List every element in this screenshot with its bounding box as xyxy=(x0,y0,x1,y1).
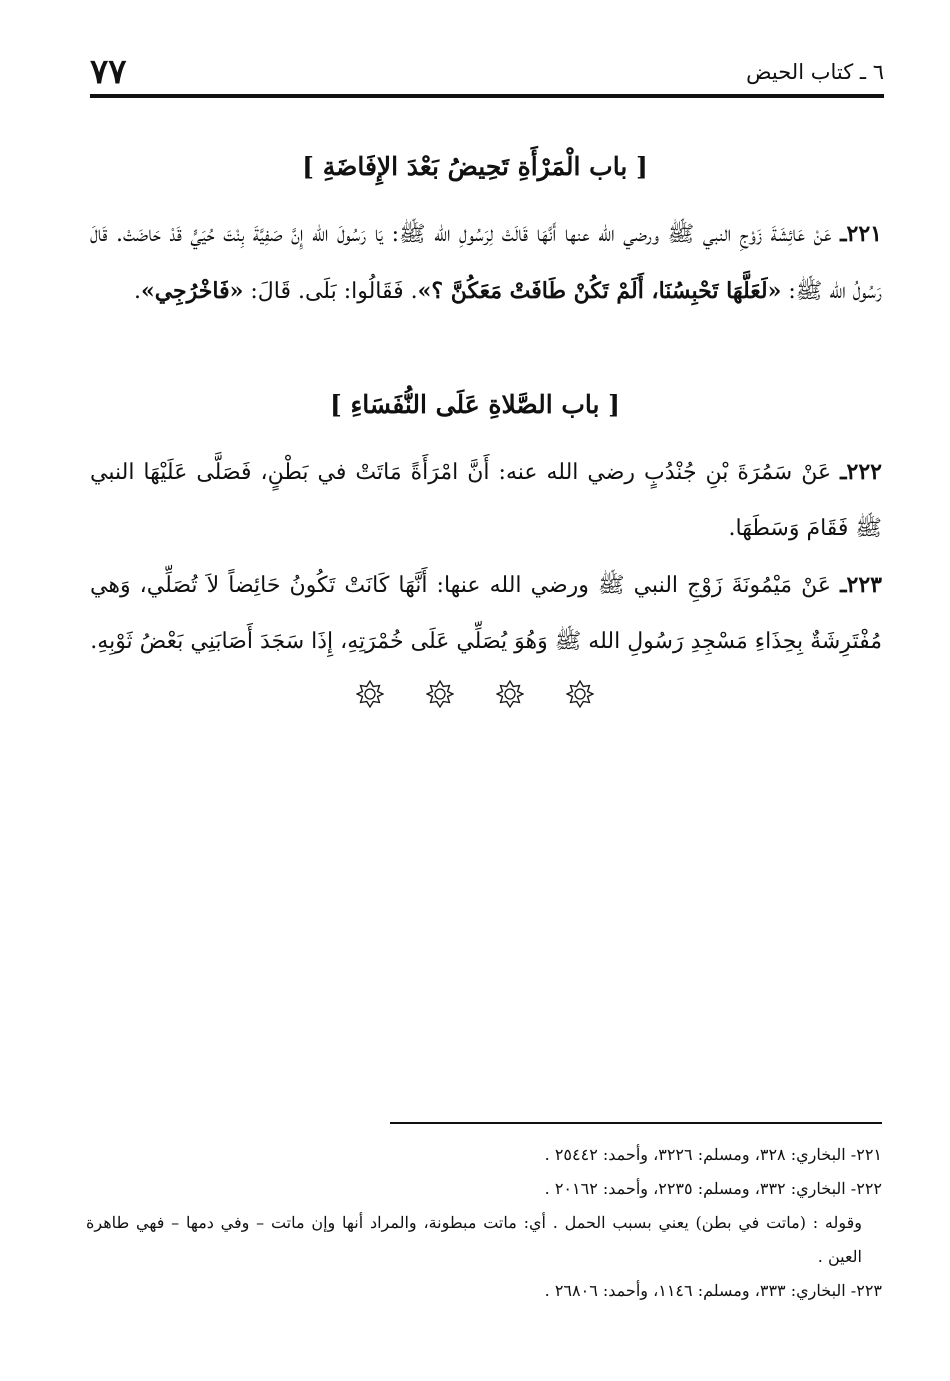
section-body-2 xyxy=(90,444,882,670)
page-header xyxy=(90,52,884,94)
hadith-222 xyxy=(90,444,882,557)
page-number: ٧٧ xyxy=(90,52,127,92)
star-flower-icon xyxy=(356,680,384,708)
star-flower-icon xyxy=(566,680,594,708)
hadith-quote-2: «فَاخْرُجِي» xyxy=(140,278,244,304)
section-ornament xyxy=(0,680,950,708)
footnote-222: ٢٢٢- البخاري: ٣٣٢، ومسلم: ٢٢٣٥، وأحمد: ٢٠١٦٢ . xyxy=(544,1179,882,1198)
section-title-2: [ باب الصَّلاةِ عَلَى النُّفَسَاءِ ] xyxy=(329,390,620,419)
hadith-text-continued: . فَقَالُوا: بَلَى. قَالَ: xyxy=(243,279,418,304)
footnote-222-comment: وقوله : (ماتت في بطن) يعني بسبب الحمل . أي: ماتت مبطونة، والمراد أنها وإن ماتت – وفي دمها – فهي طاهرة العين . xyxy=(86,1213,862,1266)
hadith-223 xyxy=(90,557,882,670)
star-flower-icon xyxy=(426,680,454,708)
footnote-221: ٢٢١- البخاري: ٣٢٨، ومسلم: ٣٢٢٦، وأحمد: ٢٥٤٤٢ . xyxy=(544,1145,882,1164)
footnotes xyxy=(86,1138,882,1308)
running-head: ٦ ـ كتاب الحيض xyxy=(746,60,884,84)
section-body-1 xyxy=(90,206,882,320)
hadith-quote: «لَعَلَّهَا تَحْبِسُنَا، أَلَمْ تَكُنْ طَافَتْ مَعَكُنَّ ؟» xyxy=(417,278,782,304)
section-title-1: [ باب الْمَرْأَةِ تَحِيضُ بَعْدَ الإِفَاضَةِ ] xyxy=(302,152,648,181)
header-rule xyxy=(90,94,884,98)
hadith-text: عَنْ مَيْمُونَةَ زَوْجِ النبي ﷺ ورضي الله عنها: أَنَّهَا كَانَتْ تَكُونُ حَائِضاً لاَ تُصَلِّي، وَهي مُفْتَرِشَةٌ بِحِذَاءِ مَسْجِدِ رَسُولِ الله ﷺ وَهُوَ يُصَلِّي عَلَى خُمْرَتِهِ، إِذَا سَجَدَ أَصَابَنِي بَعْضُ ثَوْبِهِ. xyxy=(90,573,882,654)
footnote-rule xyxy=(390,1122,882,1124)
hadith-221 xyxy=(90,206,882,320)
hadith-number: ٢٢١ـ xyxy=(840,221,882,247)
hadith-number: ٢٢٢ـ xyxy=(840,459,882,485)
hadith-number: ٢٢٣ـ xyxy=(840,572,882,598)
hadith-text: عَنْ عَائِشَةَ زَوْجِ النبي ﷺ ورضي الله عنها أَنَّهَا قَالَتْ لِرَسُولِ الله ﷺ: يَا رَسُولَ الله إِنَّ صَفِيَّةَ بِنْتَ حُيَيٍّ قَدْ حَاضَتْ. قَالَ رَسُولُ الله ﷺ: xyxy=(90,222,882,304)
footnote-223: ٢٢٣- البخاري: ٣٣٣، ومسلم: ١١٤٦، وأحمد: ٢٦٨٠٦ . xyxy=(544,1281,882,1300)
star-flower-icon xyxy=(496,680,524,708)
hadith-tail: . xyxy=(133,279,141,304)
hadith-text: عَنْ سَمُرَةَ بْنِ جُنْدُبٍ رضي الله عنه: أَنَّ امْرَأَةً مَاتَتْ في بَطْنٍ، فَصَلَّى عَلَيْهَا النبي ﷺ فَقَامَ وَسَطَهَا. xyxy=(90,460,882,541)
